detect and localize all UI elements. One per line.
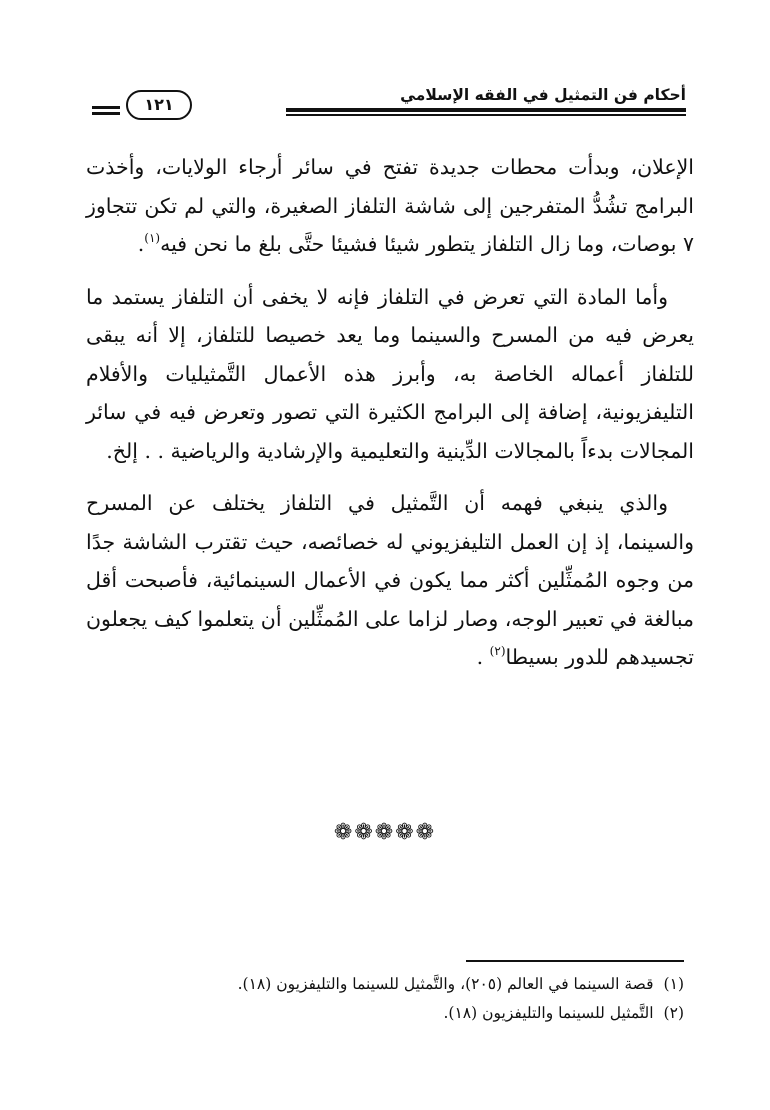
running-header <box>92 84 686 124</box>
paragraph-3 <box>86 484 694 677</box>
book-title: أحكام فن التمثيل في الفقه الإسلامي <box>400 86 686 104</box>
paragraph-1-text: الإعلان، وبدأت محطات جديدة تفتح في سائر أرجاء الولايات، وأخذت البرامج تشُدُّ المتفرجين إلى شاشة التلفاز الصغيرة، والتي لم تكن تتجاوز ٧ بوصات، وما زال التلفاز يتطور شيئا فشيئا حتَّى بلغ ما نحن فيه <box>86 155 694 256</box>
paragraph-1-tail: . <box>137 232 145 256</box>
footnote-separator <box>466 960 684 962</box>
footnote-1-text: قصة السينما في العالم (٢٠٥)، والتَّمثيل للسينما والتليفزيون (١٨). <box>237 975 654 993</box>
footnote-1-number: (١) <box>663 975 684 993</box>
footnote-ref-2[interactable]: (٢) <box>489 644 506 658</box>
paragraph-2 <box>86 278 694 471</box>
paragraph-2-text: وأما المادة التي تعرض في التلفاز فإنه لا يخفى أن التلفاز يستمد ما يعرض فيه من المسرح والسينما وما يعد خصيصا للتلفاز، إلا أنه يبقى للتلفاز أعماله الخاصة به، وأبرز هذه الأعمال التَّمثيليات والأفلام التليفزيونية، إضافة إلى البرامج الكثيرة التي تصور وتعرض فيه في سائر المجالات بدءاً بالمجالات الدِّينية والتعليمية والإرشادية والرياضية . . إلخ. <box>86 284 694 463</box>
header-rule-thick <box>286 108 686 112</box>
footnotes <box>76 970 684 1028</box>
paragraph-3-tail: . <box>476 645 490 669</box>
page-number: ١٢١ <box>126 90 192 120</box>
paragraph-3-text: والذي ينبغي فهمه أن التَّمثيل في التلفاز يختلف عن المسرح والسينما، إذ إن العمل التليفزيوني له خصائصه، حيث تقترب الشاشة جدًا من وجوه المُمثِّلين أكثر مما يكون في الأعمال السينمائية، فأصبحت أقل مبالغة في تعبير الوجه، وصار لزاما على المُمثِّلين أن يتعلموا كيف يجعلون تجسيدهم للدور بسيطا <box>86 491 694 669</box>
body-text <box>86 148 694 691</box>
paragraph-1 <box>86 148 694 264</box>
header-rule-thin <box>286 114 686 116</box>
footnote-2 <box>76 999 684 1028</box>
header-rule-left-upper <box>92 106 120 109</box>
footnote-1 <box>76 970 684 999</box>
footnote-ref-1[interactable]: (١) <box>144 231 161 245</box>
header-rule-left-lower <box>92 112 120 115</box>
footnote-2-number: (٢) <box>663 1004 684 1022</box>
footnote-2-text: التَّمثيل للسينما والتليفزيون (١٨). <box>443 1004 654 1022</box>
section-ornament-icon: ❁❁❁❁❁ <box>333 820 437 845</box>
